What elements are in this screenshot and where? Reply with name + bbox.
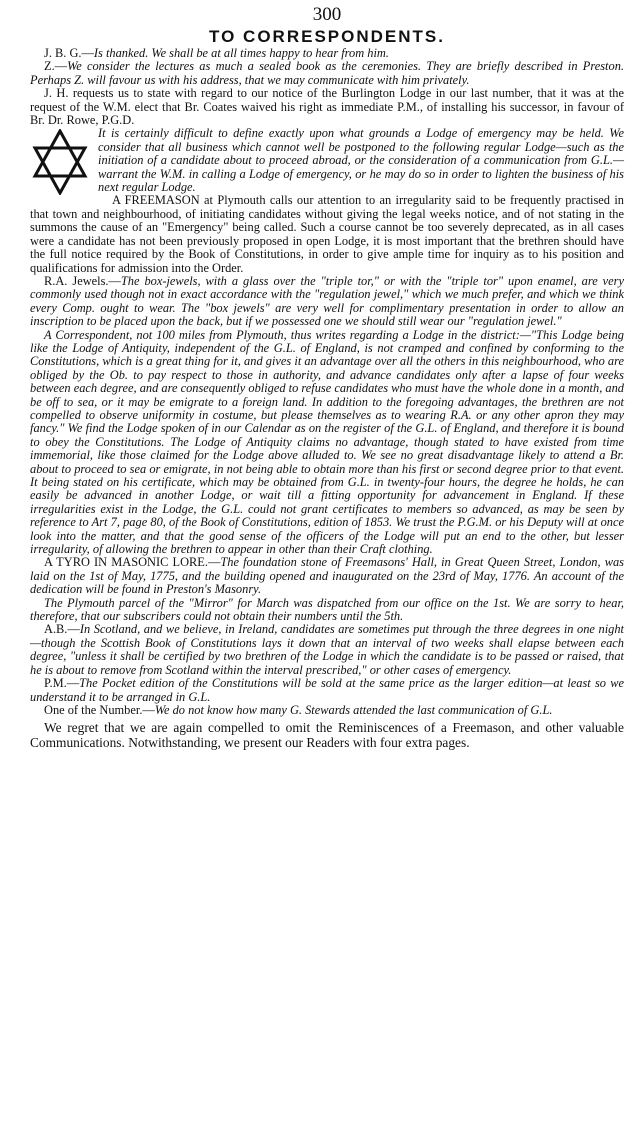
notice-z [30,60,624,87]
notice-lead: A FREEMASON at Plymouth calls our attention to an irregularity said to be frequently practised in that town and neighbourhood, of initiating candidates without giving the legal weeks notice, and of not stating in the summons the cause of an "Emergency" being called. Such a course cannot be too severely deprecated, as in all cases were a candidate has not been previously proposed in open Lodge, it is most important that the brethren should have the full notice required by the Book of Constitutions, in order to give ample time for inquiry as to his position and qualifications for admission into the Order. [30,193,624,275]
notice-body: The Pocket edition of the Constitutions will be sold at the same price as the larger edition—at least so we understand it to be arranged in G.L. [30,676,624,704]
notice-pm [30,677,624,704]
star-of-david-icon [32,129,88,195]
notice-body: The foundation stone of Freemasons' Hall, in Great Queen Street, London, was laid on the 1st of May, 1775, and the building opened and inaugurated on the 23rd of May, 1776. An account of the dedication will be found in Preston's Masonry. [30,555,624,597]
notice-lead: One of the Number.— [44,702,155,717]
notice-one-of-number [30,704,624,717]
notice-jh [30,87,624,127]
notice-body: In Scotland, and we believe, in Ireland, candidates are sometimes put through the three degrees in one night—though the Scottish Book of Constitutions lays it down that an interval of two weeks shall elapse between each degree, "unless it shall be certified by two brethren of the Lodge in which the candidate is to be passed or raised, that he is about to remove from Scotland within the interval prescribed," or other cases of emergency. [30,622,624,677]
notice-freemason-plymouth [30,194,624,274]
notice-body: It is certainly difficult to define exactly upon what grounds a Lodge of emergency may be held. We consider that all business which cannot well be postponed to the following regular Lodge—such as the initiation of a candidate about to proceed abroad, or the consideration of a communication from G.L.—warrant the W.M. in calling a Lodge of emergency, or he may do so in order to lighten the business of his next regular Lodge. [98,126,624,195]
notice-lead: A.B.— [44,622,80,637]
closing-note: We regret that we are again compelled to omit the Reminiscences of a Freemason, and other valuable Communications. Notwithstanding, we present our Readers with four extra pages. [30,720,624,750]
notice-body: The box-jewels, with a glass over the "triple tor," or with the "triple tor" upon enamel, are very commonly used though not in exact accordance with the "regulation jewel," which we much prefer, and which we think every Comp. ought to wear. The "box jewels" are very well for complimentary presentation in order to allow an inscription to be placed upon the back, but if we possessed one we should still wear our "regulation jewel." [30,273,624,329]
notice-lead: A TYRO IN MASONIC LORE.— [44,555,221,570]
page-number: 300 [312,4,342,25]
notice-ab [30,623,624,677]
page-title: TO CORRESPONDENTS. [209,27,445,46]
notice-body: Is thanked. We shall be at all times happy to hear from him. [93,46,389,60]
notice-ra-jewels [30,275,624,329]
notice-body: The Plymouth parcel of the "Mirror" for March was dispatched from our office on the 1st. We are sorry to hear, therefore, that our subscribers could not obtain their numbers until the 5th. [30,595,624,624]
notice-lead: P.M.— [44,676,80,691]
notice-lead: J. B. G.— [44,46,94,60]
emergency-lodge-section [30,127,624,194]
notice-body: A Correspondent, not 100 miles from Plymouth, thus writes regarding a Lodge in the district:—"This Lodge being like the Lodge of Antiquity, independent of the G.L. of England, is not cramped and confined by conforming to the Constitutions, which is a great thing for it, and gives it an advantage over all the others in this neighbourhood, who are obliged by the Ob. to pay respect to those in authority, and advance candidates only after a lapse of four weeks between each degree, and are consequently obliged to refuse candidates who must have the whole done in a month, and be off to sea, or it may be emigrate to a foreign land. In addition to the foregoing advantages, the brethren are not compelled to observe uniformity in costume, but please themselves as to wearing R.A. or any other apron they may fancy." We find the Lodge spoken of in our Calendar as on the register of the G.L. of England, and therefore it is bound to obey the Constitutions. The Lodge of Antiquity claims no advantage, though stated to have existed from time immemorial, like those claimed for the Lodge above alluded to. We see no great disadvantage likely to attend a Br. about to proceed to sea or emigrate, in not being able to obtain more than his first or second degree prior to that event. It being stated on his certificate, which may be obtained from G.L. in twenty-four hours, the degree he holds, he can easily be advanced in another Lodge, or wait till a fitting opportunity for advancement in England. If these irregularities exist in the Lodge, the G.L. could not grant certificates to members so advanced, as may be seen by reference to Art 7, page 80, of the Book of Constitutions, edition of 1853. We trust the P.G.M. or his Deputy will at once look into the matter, and that the good sense of the officers of the Lodge will put an end to the other, but lesser irregularity, of allowing the brethren to appear in other than their Craft clothing. [30,327,624,557]
notice-lead: R.A. Jewels.— [44,273,121,288]
notice-lead: Z.— [44,59,68,74]
notice-lead: J. H. requests us to state with regard to our notice of the Burlington Lodge in our last number, that it was at the request of the W.M. elect that Br. Coates waived his right as immediate P.M., of installing his successor, in favour of Br. Dr. Rowe, P.G.D. [30,86,624,128]
notice-emergency-lodge [30,127,624,194]
notice-jbg [30,47,624,60]
notice-body: We do not know how many G. Stewards attended the last communication of G.L. [154,702,553,717]
notice-body: We consider the lectures as much a sealed book as the ceremonies. They are briefly described in Preston. Perhaps Z. will favour us with his address, that we may communicate with him privately. [30,59,624,87]
notice-tyro [30,556,624,596]
notice-plymouth-parcel [30,597,624,624]
notice-correspondent-plymouth [30,329,624,557]
